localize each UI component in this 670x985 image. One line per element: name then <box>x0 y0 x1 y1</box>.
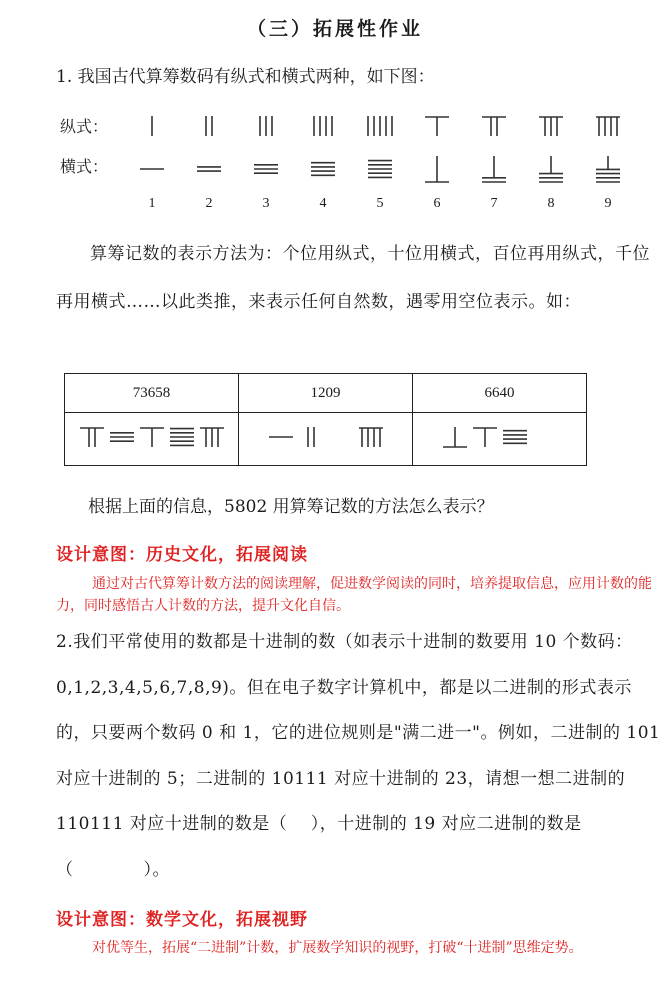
design-intent-body: 通过对古代算筹计数方法的阅读理解，促进数学阅读的同时，培养提取信息，应用计数的能力，同时感悟古人计数的方法，提升文化自信。 <box>56 576 652 614</box>
vertical-label: 纵式： <box>60 117 109 136</box>
example-number: 73658 <box>65 374 239 413</box>
numeral-label: 1 <box>148 196 156 211</box>
numeral-label: 3 <box>262 196 270 211</box>
design-intent-title: 设计意图：数学文化，拓展视野 <box>56 910 308 930</box>
page-title: （三）拓展性作业 <box>246 18 423 40</box>
design-intent-body: 对优等生，拓展“二进制”计数，扩展数学知识的视野，打破“十进制”思维定势。 <box>92 940 583 956</box>
example-rods <box>239 413 413 466</box>
rod-examples-table <box>64 373 587 466</box>
numeral-label: 9 <box>604 196 612 211</box>
example-rods <box>413 413 587 466</box>
numeral-label: 6 <box>433 196 441 211</box>
counting-rods-figure <box>60 108 660 218</box>
question-1-ask: 根据上面的信息，5802 用算筹记数的方法怎么表示？ <box>88 497 494 517</box>
example-rods <box>65 413 239 466</box>
design-intent-title: 设计意图：历史文化，拓展阅读 <box>56 545 308 565</box>
rod-explanation: 算筹记数的表示方法为：个位用纵式，十位用横式，百位再用纵式，千位再用横式……以此类推，来表示任何自然数，遇零用空位表示。如： <box>56 244 650 312</box>
question-1-intro: 1. 我国古代算筹数码有纵式和横式两种，如下图： <box>56 67 435 87</box>
example-number: 1209 <box>239 374 413 413</box>
numeral-label: 5 <box>376 196 384 211</box>
numeral-label: 2 <box>205 196 213 211</box>
example-number: 6640 <box>413 374 587 413</box>
question-2: 2.我们平常使用的数都是十进制的数（如表示十进制的数要用 10 个数码：0,1,2,3,4,5,6,7,8,9)。但在电子数字计算机中，都是以二进制的形式表示的，只要两个数码 0 和 1，它的进位规则是"满二进一"。例如，二进制的 101 对应十进制的 5；二进制的 10111 对应十进制的 23，请想一想二进制的 110111 对应十进制的数是（ ），十进制的 19 对应二进制的数是（ ）。 <box>56 632 661 880</box>
numeral-label: 7 <box>490 196 498 211</box>
horizontal-label: 横式： <box>60 157 109 176</box>
numeral-label: 8 <box>547 196 555 211</box>
numeral-label: 4 <box>319 196 327 211</box>
